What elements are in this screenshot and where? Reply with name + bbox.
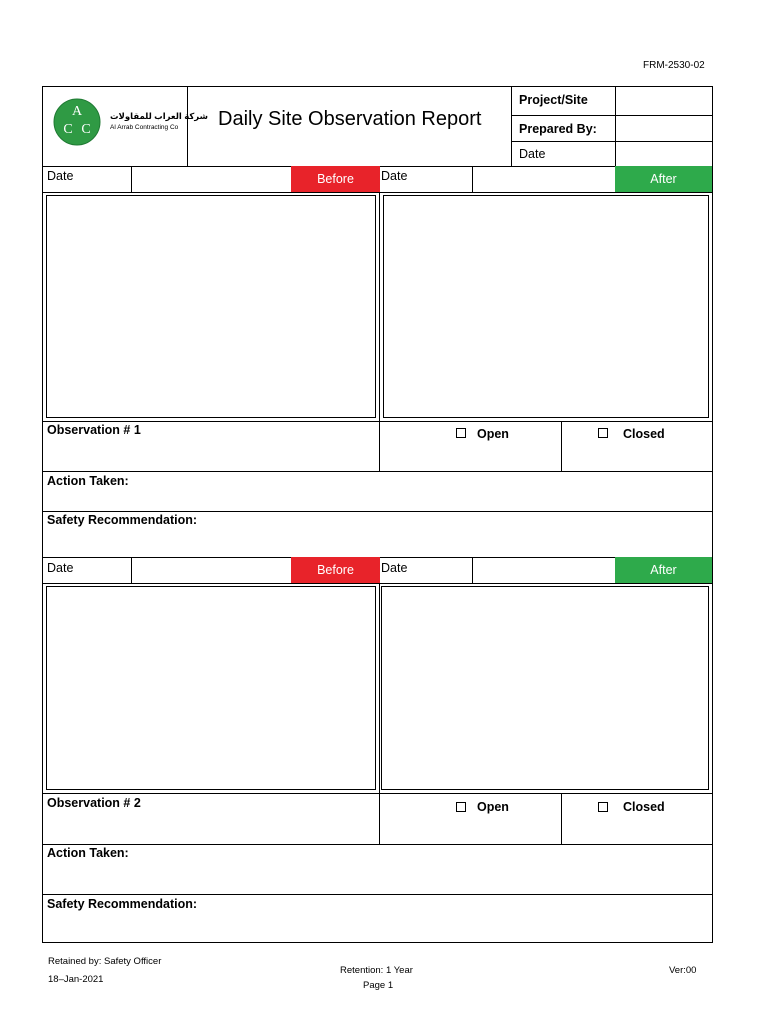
before-date-field[interactable] (132, 167, 291, 191)
after-tag: After (615, 557, 712, 583)
after-date-label: Date (381, 169, 408, 183)
section-line (42, 471, 713, 472)
section-line (42, 894, 713, 895)
before-photo-box[interactable] (46, 586, 376, 790)
before-tag: Before (291, 166, 380, 192)
header-divider (187, 86, 188, 166)
section-line (42, 511, 713, 512)
status-divider (561, 793, 562, 844)
open-label: Open (477, 427, 509, 441)
after-date-label: Date (381, 561, 408, 575)
observation-label: Observation # 1 (47, 423, 141, 437)
closed-label: Closed (623, 800, 665, 814)
closed-checkbox[interactable] (598, 428, 608, 438)
status-divider (379, 421, 380, 471)
after-tag: After (615, 166, 712, 192)
before-date-field[interactable] (132, 558, 291, 582)
action-taken-label: Action Taken: (47, 474, 129, 488)
svg-text:C: C (81, 122, 91, 137)
section-line (42, 793, 713, 794)
header-fields-divider (511, 86, 512, 166)
footer-date: 18–Jan-2021 (48, 974, 104, 985)
after-photo-box[interactable] (381, 586, 709, 790)
header-date-field[interactable] (616, 142, 712, 165)
section-line (42, 192, 713, 193)
project-site-field[interactable] (616, 87, 712, 115)
photo-divider (379, 583, 380, 794)
version: Ver:00 (669, 965, 697, 976)
section-line (42, 844, 713, 845)
action-taken-label: Action Taken: (47, 846, 129, 860)
company-name-arabic: شركة العراب للمقاولات (110, 111, 208, 121)
retention: Retention: 1 Year (340, 965, 413, 976)
open-label: Open (477, 800, 509, 814)
form-code: FRM-2530-02 (643, 60, 705, 71)
after-date-field[interactable] (473, 558, 614, 582)
photo-divider (379, 192, 380, 421)
project-site-label: Project/Site (519, 93, 588, 107)
header-date-label: Date (519, 147, 546, 161)
before-date-label: Date (47, 169, 74, 183)
before-tag: Before (291, 557, 380, 583)
open-checkbox[interactable] (456, 802, 466, 812)
after-photo-box[interactable] (383, 195, 709, 418)
company-name-english: Al Arrab Contracting Co (110, 124, 179, 131)
report-title: Daily Site Observation Report (218, 108, 482, 130)
page-number: Page 1 (363, 980, 394, 991)
section-line (42, 421, 713, 422)
before-photo-box[interactable] (46, 195, 376, 418)
observation-label: Observation # 2 (47, 796, 141, 810)
closed-checkbox[interactable] (598, 802, 608, 812)
open-checkbox[interactable] (456, 428, 466, 438)
svg-text:A: A (71, 104, 83, 119)
before-date-label: Date (47, 561, 74, 575)
status-divider (379, 793, 380, 844)
safety-recommendation-label: Safety Recommendation: (47, 513, 198, 527)
status-divider (561, 421, 562, 471)
safety-recommendation-label: Safety Recommendation: (47, 897, 198, 911)
after-date-field[interactable] (473, 167, 614, 191)
svg-text:C: C (63, 122, 73, 137)
retained-by: Retained by: Safety Officer (48, 956, 162, 967)
section-line (42, 583, 713, 584)
prepared-by-label: Prepared By: (519, 122, 597, 136)
prepared-by-field[interactable] (616, 116, 712, 141)
closed-label: Closed (623, 427, 665, 441)
